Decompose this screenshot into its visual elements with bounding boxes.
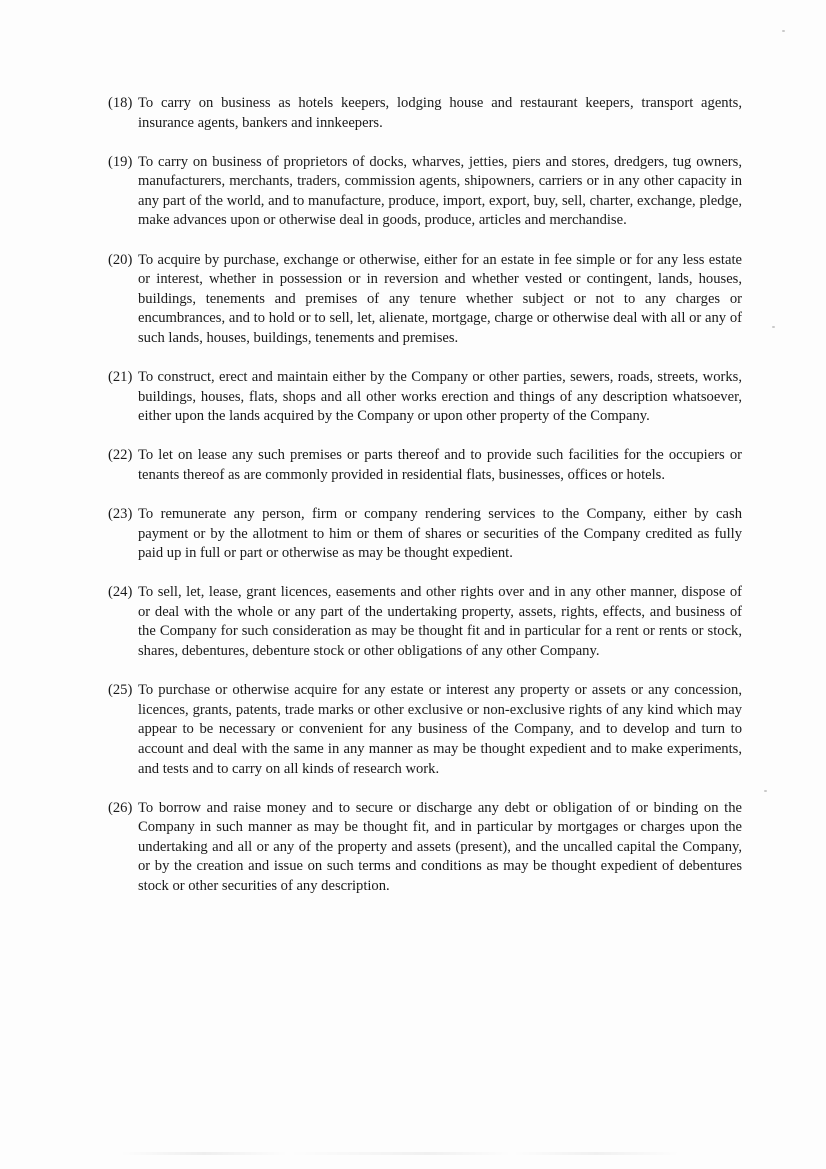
clause-25 (108, 681, 742, 779)
clause-number: (18) (108, 95, 133, 111)
clause-21 (108, 368, 742, 427)
clause-26 (108, 799, 742, 897)
scan-bottom-smudge (120, 1152, 680, 1155)
scan-speck (782, 30, 785, 32)
clause-text: To borrow and raise money and to secure or discharge any debt or obligation of or binding on the Company in such manner as may be thought fit, and in particular by mortgages or charges upon the undertaking and all or any of the property and assets (present), and the uncalled capital the Company, or by the creation and issue on such terms and conditions as may be thought expedient of debentures stock or other securities of any description. (138, 799, 742, 894)
clause-number: (20) (108, 251, 133, 268)
scan-speck (764, 790, 767, 792)
clause-number: (22) (108, 447, 133, 464)
clause-number: (25) (108, 682, 133, 699)
clause-number: (19) (108, 153, 133, 170)
clause-text: To acquire by purchase, exchange or otherwise, either for an estate in fee simple or for any less estate or interest, whether in possession or in reversion and whether vested or contingent, lands, houses, buildings, tenements and premises of any tenure whether subject or not to any charges or encumbrances, and to hold or to sell, let, alienate, mortgage, charge or otherwise deal with all or any of such lands, houses, buildings, tenements and premises. (138, 251, 742, 346)
clause-number: (24) (108, 584, 133, 601)
clause-text: To carry on business as hotels keepers, lodging house and restaurant keepers, transport agents, insurance agents, bankers and innkeepers. (138, 95, 742, 131)
clause-text: To let on lease any such premises or parts thereof and to provide such facilities for the occupiers or tenants thereof as are commonly provided in residential flats, businesses, offices or hotels. (138, 447, 742, 483)
clause-24 (108, 583, 742, 661)
clause-number: (23) (108, 506, 133, 522)
clause-number: (21) (108, 369, 133, 386)
clause-text: To remunerate any person, firm or company rendering services to the Company, either by cash payment or by the allotment to him or them of shares or securities of the Company credited as fully paid up in full or part or otherwise as may be thought expedient. (138, 506, 742, 562)
clause-number: (26) (108, 799, 133, 816)
clause-20 (108, 251, 742, 349)
clause-text: To carry on business of proprietors of docks, wharves, jetties, piers and stores, dredgers, tug owners, manufacturers, merchants, traders, commission agents, shipowners, carriers or in any other capacity in any part of the world, and to manufacture, produce, import, export, buy, sell, charter, exchange, pledge, make advances upon or otherwise deal in goods, produce, articles and merchandise. (138, 153, 742, 229)
clause-18 (108, 94, 742, 133)
clause-23 (108, 505, 742, 564)
scan-speck (772, 326, 775, 328)
clause-text: To purchase or otherwise acquire for any estate or interest any property or assets or any concession, licences, grants, patents, trade marks or other exclusive or non-exclusive rights of any kind which may appear to be necessary or convenient for any business of the Company, and to develop and turn to account and deal with the same in any manner as may be thought expedient and to make experiments, and tests and to carry on all kinds of research work. (138, 682, 742, 777)
objects-clause-list (108, 94, 742, 916)
clause-19 (108, 153, 742, 231)
clause-text: To sell, let, lease, grant licences, easements and other rights over and in any other manner, dispose of or deal with the whole or any part of the undertaking property, assets, rights, effects, and business of the Company for such consideration as may be thought fit and in particular for a rent or rents or stock, shares, debentures, debenture stock or other obligations of any other Company. (138, 584, 742, 660)
clause-text: To construct, erect and maintain either by the Company or other parties, sewers, roads, streets, works, buildings, houses, flats, shops and all other works erection and things of any description whatsoever, either upon the lands acquired by the Company or upon other property of the Company. (138, 369, 742, 425)
clause-22 (108, 446, 742, 485)
